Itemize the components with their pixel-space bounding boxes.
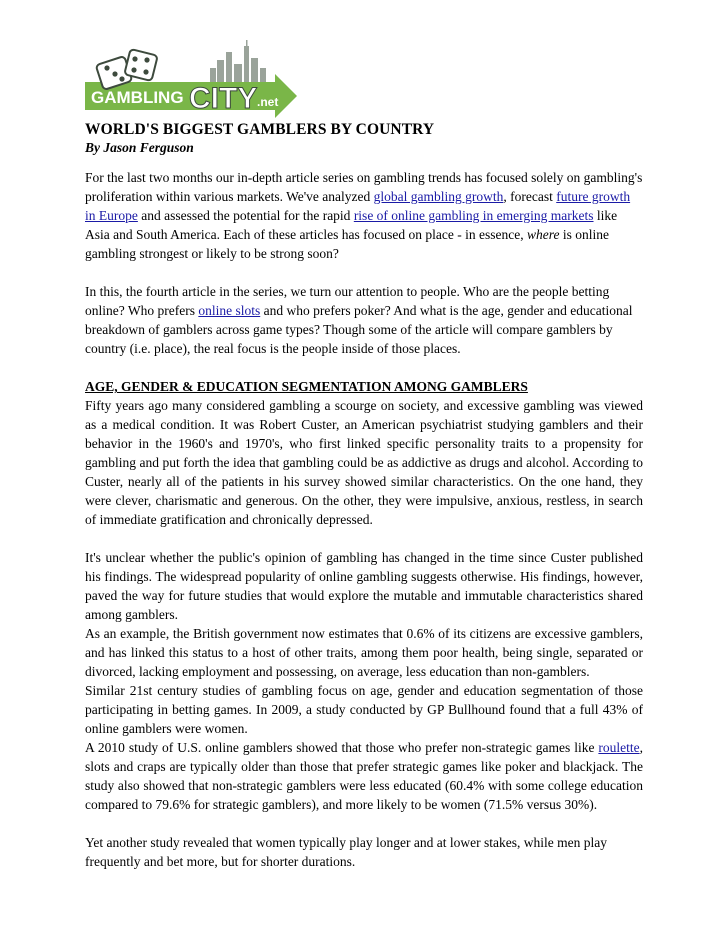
intro-paragraph-2 — [85, 282, 643, 358]
text-span: , slots and craps are typically older than those that prefer strategic games like poker and blackjack. The study also showed that non-strategic gamblers were less educated (60.4% with some college education compared to 79.6% for strategic gamblers), and more likely to be women (71.5% versus 30%). — [85, 740, 643, 812]
women-men-paragraph: Yet another study revealed that women typically play longer and at lower stakes, while men play frequently and bet more, but for shorter durations. — [85, 835, 607, 869]
skyline-icon — [210, 40, 266, 86]
document-page — [85, 38, 643, 871]
text-span: For the last two months our in-depth article series on gambling trends has focused solely on gambling's proliferation within various markets. We've analyzed — [85, 170, 643, 204]
gambling-city-logo[interactable] — [85, 38, 297, 118]
link-online-slots[interactable]: online slots — [198, 303, 261, 318]
link-global-gambling-growth[interactable]: global gambling growth — [373, 189, 504, 204]
2010-study-paragraph — [85, 738, 643, 814]
custer-paragraph: Fifty years ago many considered gambling a scourge on society, and excessive gambling was viewed as a medical condition. It was Robert Custer, an American psychiatrist studying gamblers and their behavior in the 1960's and 1970's, who first linked specific personality traits to a propensity for gambling and put forth the idea that gambling could be as addictive as drugs and alcohol. According to Custer, nearly all of the patients in his survey showed similar characteristics. On the one hand, they were clever, charismatic and generous. On the other, they were impulsive, anxious, restless, in search of immediate gratification and chronically depressed. — [85, 398, 643, 527]
logo-graphic — [85, 38, 297, 118]
text-span: In this, the fourth article in the series, we turn our attention to people. Who are the people betting online? Who prefers — [85, 284, 610, 318]
text-span: and who prefers poker? And what is the age, gender and educational breakdown of gamblers across game types? Though some of the article will compare gamblers by country (i.e. place), the real focus is the people inside of those places. — [85, 303, 633, 356]
text-span: , forecast — [503, 189, 557, 204]
text-span: is online gambling strongest or likely to be strong soon? — [85, 227, 609, 261]
emphasis-where: where — [526, 227, 560, 242]
section-heading: AGE, GENDER & EDUCATION SEGMENTATION AMONG GAMBLERS — [85, 379, 528, 394]
21st-century-paragraph: Similar 21st century studies of gambling focus on age, gender and education segmentation of those participating in betting games. In 2009, a study conducted by GP Bullhound found that a full 43% of online gamblers were women. — [85, 683, 643, 736]
text-span: and assessed the potential for the rapid — [137, 208, 354, 223]
british-government-paragraph: As an example, the British government now estimates that 0.6% of its citizens are excessive gamblers, and has linked this status to a host of other traits, among them poor health, being single, separated or divorced, lacking employment and possessing, on average, less education than non-gamblers. — [85, 626, 643, 679]
link-future-growth-europe[interactable]: future growth in Europe — [85, 189, 631, 223]
logo-tld-text: .net — [257, 95, 279, 109]
article-title: WORLD'S BIGGEST GAMBLERS BY COUNTRY — [85, 121, 435, 138]
link-rise-online-gambling[interactable]: rise of online gambling in emerging markets — [353, 208, 594, 223]
article-byline: By Jason Ferguson — [85, 140, 194, 155]
intro-paragraph-1 — [85, 168, 643, 263]
public-opinion-paragraph: It's unclear whether the public's opinion of gambling has changed in the time since Custer published his findings. The widespread popularity of online gambling suggests otherwise. His findings, however, paved the way for future studies that would explore the mutable and immutable characteristics shared among gamblers. — [85, 550, 643, 622]
text-span: A 2010 study of U.S. online gamblers showed that those who prefer non-strategic games like — [85, 740, 599, 755]
logo-brand-text: GAMBLING — [91, 88, 184, 107]
link-roulette[interactable]: roulette — [598, 740, 640, 755]
logo-city-text: CITY — [189, 82, 258, 115]
text-span: like Asia and South America. Each of these articles has focused on place - in essence, — [85, 208, 618, 242]
